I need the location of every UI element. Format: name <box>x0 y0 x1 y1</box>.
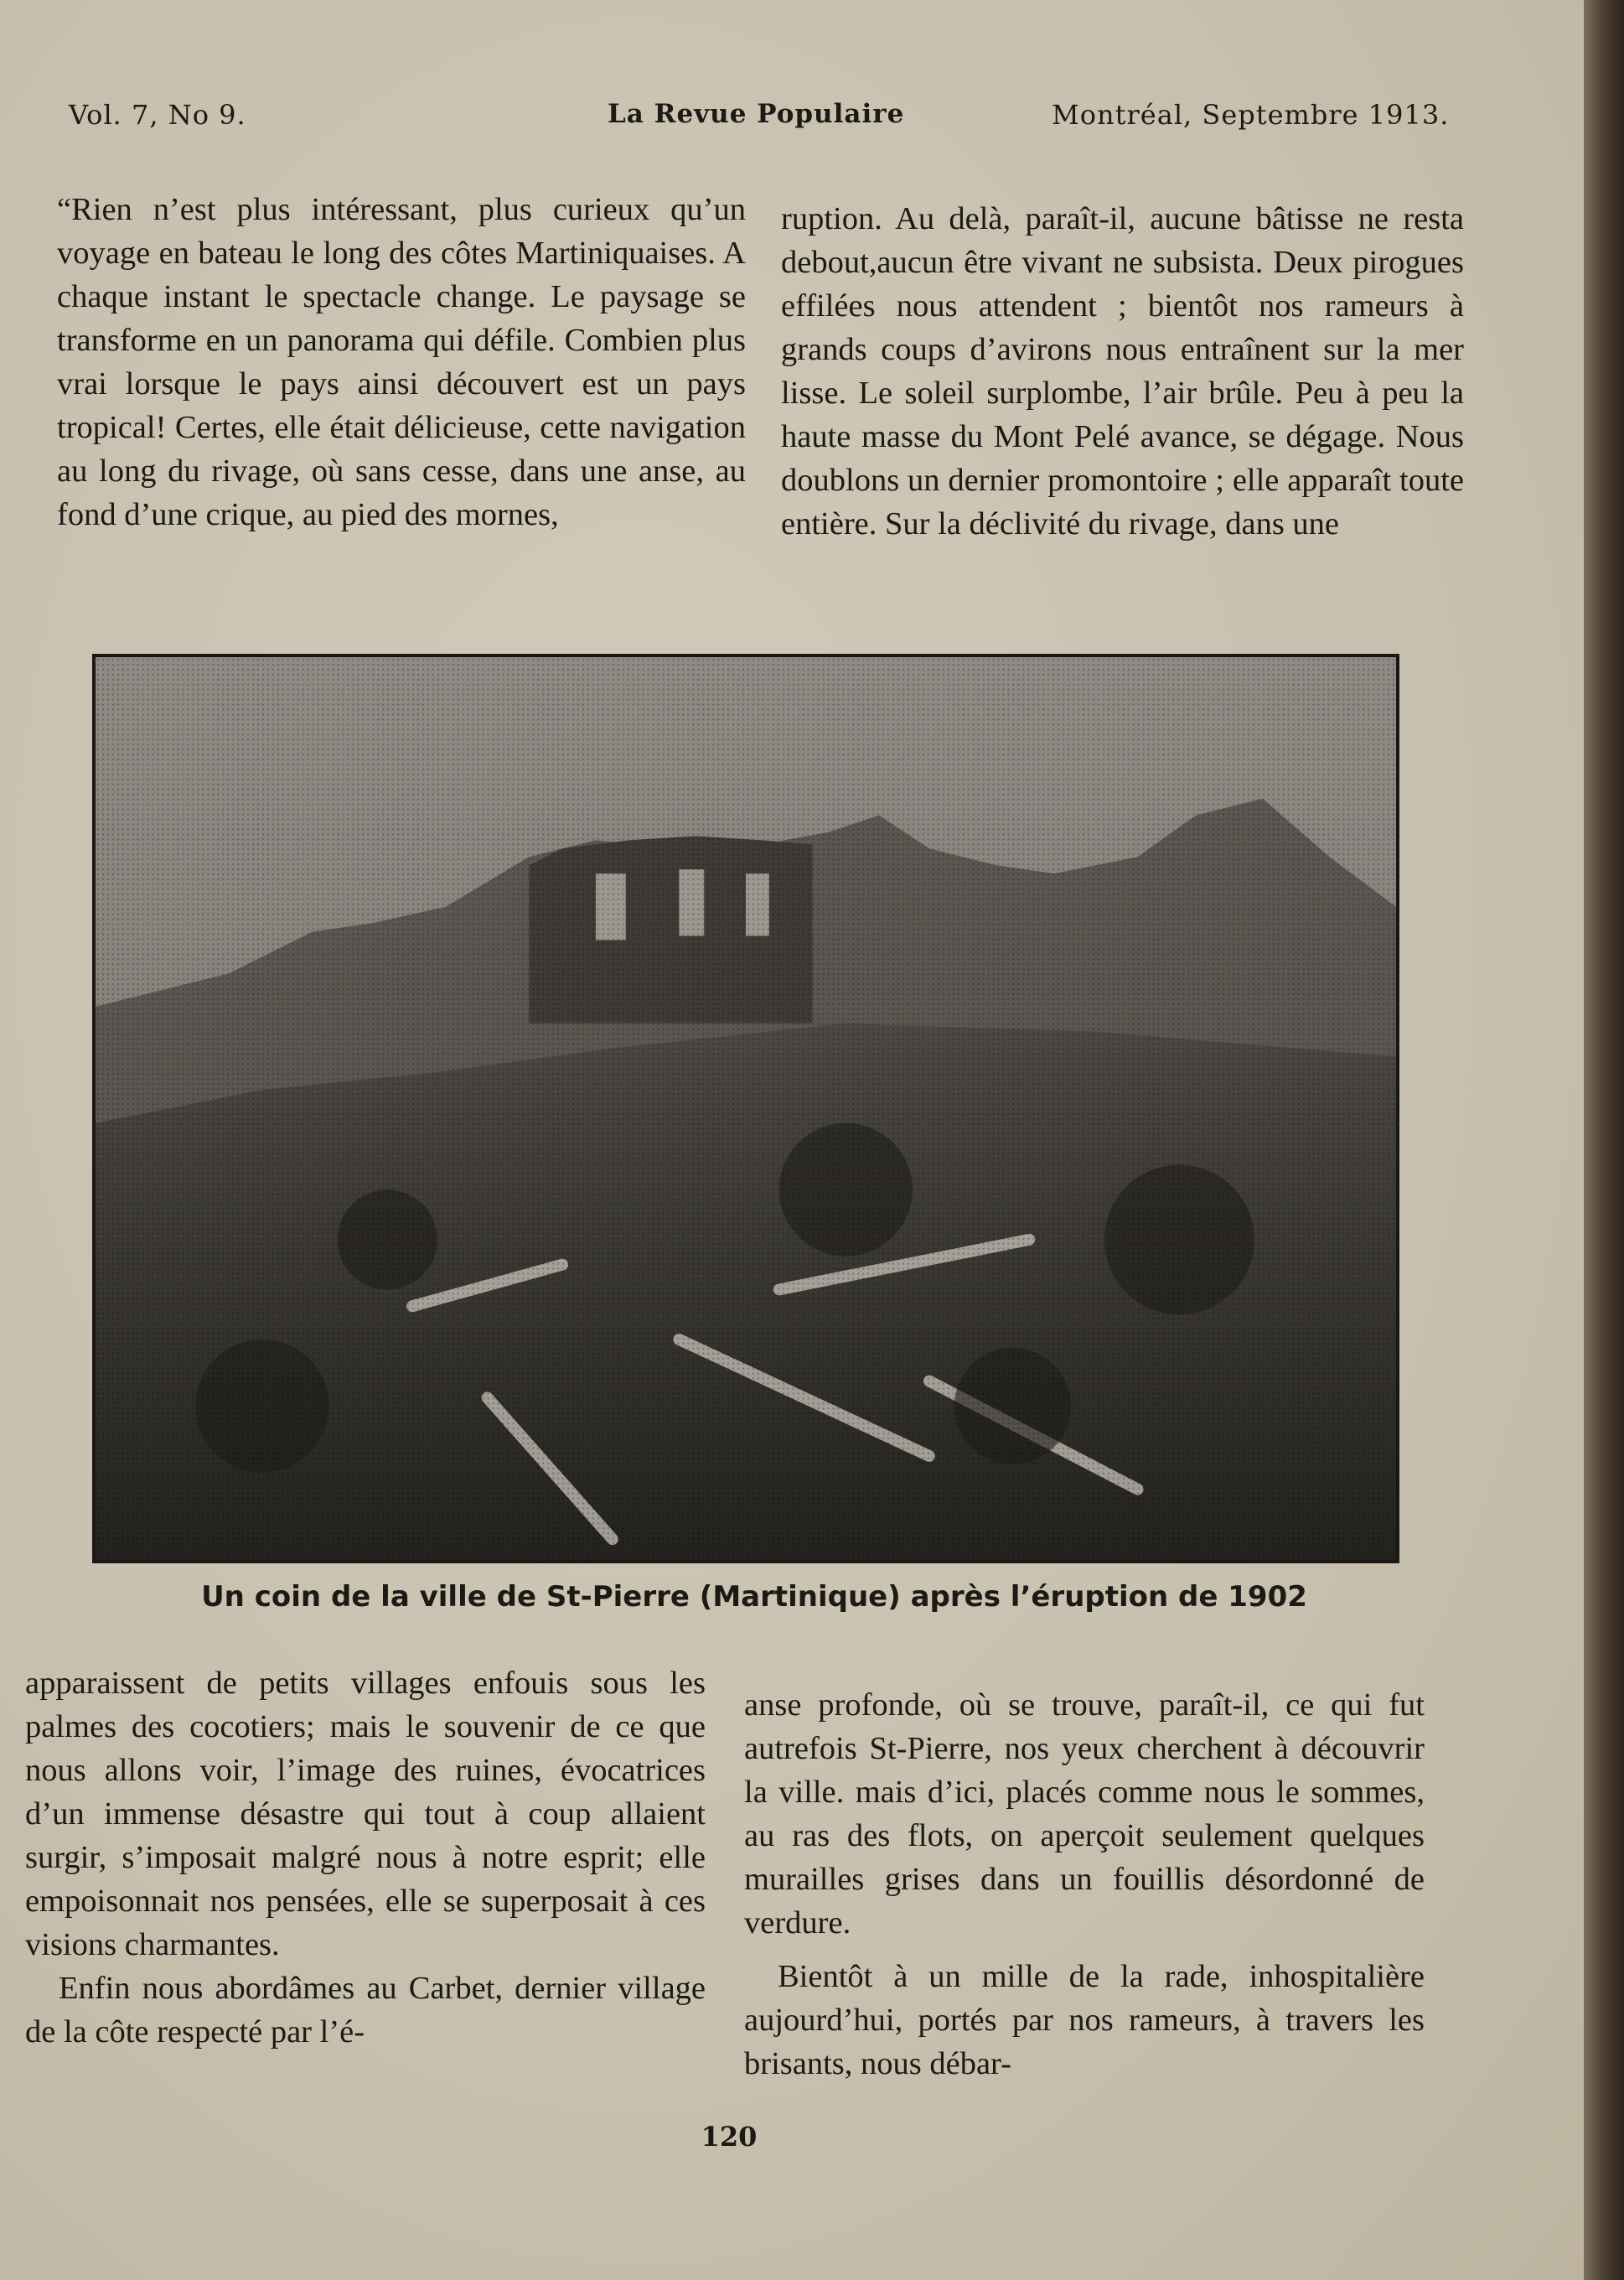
paragraph: anse profonde, où se trouve, paraît-il, ce qui fut autrefois St-Pierre, nos yeux cherchent à découvrir la ville. mais d’ici, placés comme nous le sommes, au ras des flots, on aperçoit seulement quelques murailles grises dans un fouillis désordonné de verdure. <box>744 1687 1425 1941</box>
paragraph: ruption. Au delà, paraît-il, aucune bâtisse ne resta debout,aucun être vivant ne subsista. Deux pirogues effilées nous attendent ; bientôt nos rameurs à grands coups d’avirons nous entraînent sur la mer lisse. Le soleil surplombe, l’air brûle. Peu à peu la haute masse du Mont Pelé avance, se dégage. Nous doublons un dernier promontoire ; elle apparaît toute entière. Sur la déclivité du rivage, dans une <box>781 201 1464 542</box>
bottom-right-column <box>744 1683 1425 2086</box>
paragraph: Enfin nous abordâmes au Carbet, dernier village de la côte respecté par l’é- <box>25 1971 706 2049</box>
publication-title: La Revue Populaire <box>608 99 905 129</box>
issue-date: Montréal, Septembre 1913. <box>1052 99 1450 131</box>
paragraph: “Rien n’est plus intéressant, plus curieux qu’un voyage en bateau le long des côtes Martiniquaises. A chaque instant le spectacle change. Le paysage se transforme en un panorama qui défile. Combien plus vrai lorsque le pays ainsi découvert est un pays tropical! Certes, elle était délicieuse, cette navigation au long du rivage, où sans cesse, dans une anse, au fond d’une crique, au pied des mornes, <box>57 192 746 532</box>
top-right-column <box>781 197 1464 546</box>
ruins-photograph <box>92 654 1399 1563</box>
paragraph: apparaissent de petits villages enfouis sous les palmes des cocotiers; mais le souvenir de ce que nous allons voir, l’image des ruines, évocatrices d’un immense désastre qui tout à coup allaient surgir, s’imposait malgré nous à notre esprit; elle empoisonnait nos pensées, elle se superposait à ces visions charmantes. <box>25 1666 706 1962</box>
page-number: 120 <box>701 2121 758 2153</box>
top-left-column <box>57 188 746 536</box>
book-spine <box>1584 0 1624 2280</box>
paragraph: Bientôt à un mille de la rade, inhospitalière aujourd’hui, portés par nos rameurs, à travers les brisants, nous débar- <box>744 1959 1425 2081</box>
bottom-left-column <box>25 1661 706 2054</box>
ruins-photo-image <box>96 657 1396 1560</box>
photo-caption: Un coin de la ville de St-Pierre (Martinique) après l’éruption de 1902 <box>201 1580 1307 1614</box>
volume-number: Vol. 7, No 9. <box>69 99 246 131</box>
